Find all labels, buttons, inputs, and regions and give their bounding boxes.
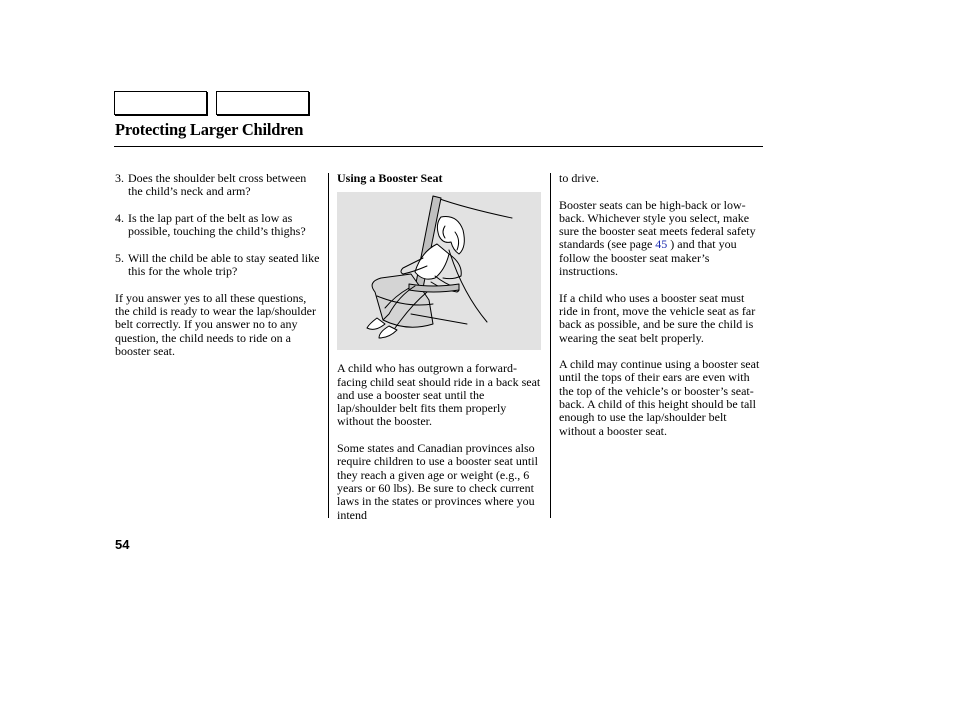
list-item (115, 252, 323, 279)
list-item-text: Is the lap part of the belt as low as possible, touching the child’s thighs? (128, 210, 306, 239)
body-paragraph: Some states and Canadian provinces also require children to use a booster seat until they reach a given age or weight (e.g., 6 years or 60 lbs). Be sure to check current laws in the states or provinces where you intend (337, 441, 538, 522)
column-divider-1 (328, 173, 329, 518)
page-reference-link[interactable]: 45 (655, 237, 668, 252)
page-title: Protecting Larger Children (115, 120, 304, 139)
list-item-number: 4. (115, 210, 124, 225)
body-paragraph: A child who has outgrown a forward-facing child seat should ride in a back seat and use a booster seat until the lap/shoulder belt fits them properly without the booster. (337, 361, 541, 429)
nav-button-1[interactable] (114, 91, 207, 115)
body-paragraph (559, 199, 765, 279)
column-2 (337, 172, 543, 522)
list-item (115, 212, 323, 239)
nav-button-2[interactable] (216, 91, 309, 115)
page-number: 54 (115, 537, 130, 552)
column-1 (115, 172, 323, 358)
paragraph-text: Booster seats can be high-back or low-back. Whichever style you select, make sure the booster seat meets federal safety standards (see page (559, 197, 756, 252)
list-item-number: 3. (115, 171, 124, 185)
list-item (115, 172, 323, 199)
body-paragraph: If you answer yes to all these questions, the child is ready to wear the lap/shoulder belt correctly. If you answer no to any question, the child needs to ride on a booster seat. (115, 290, 316, 358)
body-paragraph: to drive. (559, 171, 599, 185)
list-item-text: Does the shoulder belt cross between the child’s neck and arm? (128, 171, 307, 199)
child-on-booster-seat-drawing (337, 192, 541, 350)
section-heading: Using a Booster Seat (337, 171, 443, 185)
list-item-number: 5. (115, 250, 124, 265)
column-divider-2 (550, 173, 551, 518)
booster-seat-illustration (337, 192, 541, 350)
body-paragraph: If a child who uses a booster seat must ride in front, move the vehicle seat as far back as possible, and be sure the child is wearing the seat belt properly. (559, 290, 756, 345)
column-3 (559, 172, 765, 438)
paragraph-text: ) and that you follow the booster seat maker’s instructions. (559, 237, 737, 279)
title-divider (114, 146, 763, 147)
list-item-text: Will the child be able to stay seated like this for the whole trip? (128, 250, 320, 279)
body-paragraph: A child may continue using a booster seat until the tops of their ears are even with the top of the vehicle’s or booster’s seat-back. A child of this height should be tall enough to use the lap/shoulder belt without a booster seat. (559, 357, 760, 438)
